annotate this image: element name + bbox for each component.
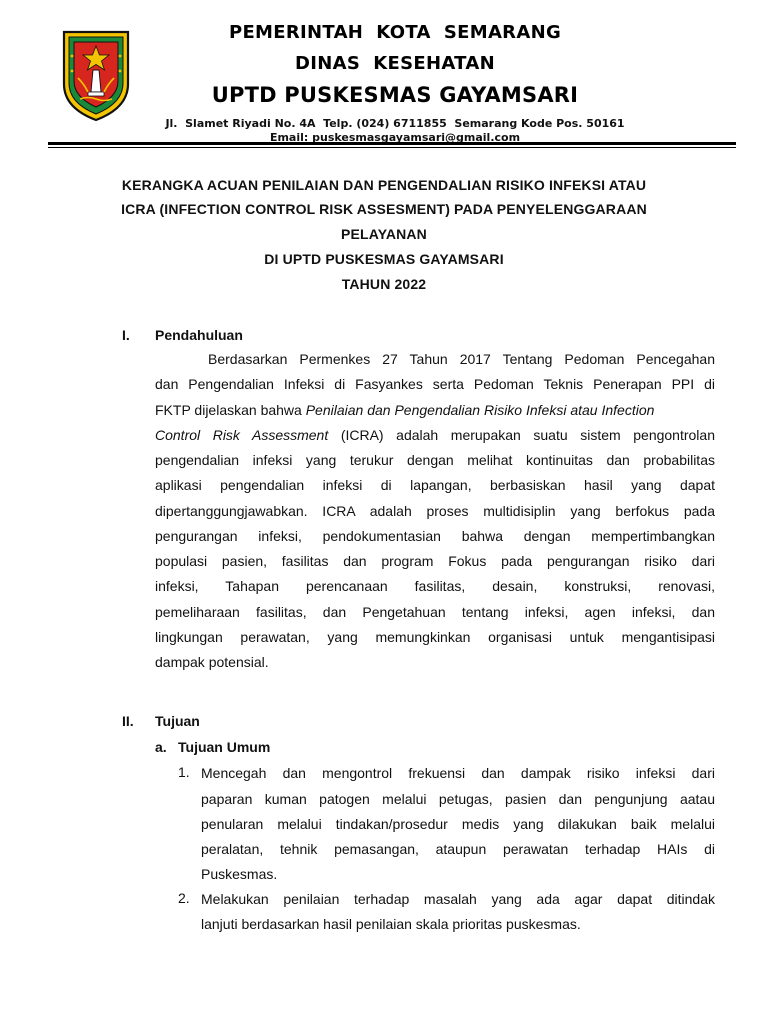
paragraph-line: dan Pengendalian Infeksi di Fasyankes serta Pedoman Teknis Penerapan PPI di: [155, 376, 715, 392]
list-item-line: paparan kuman patogen melalui petugas, pasien dan pengunjung aatau: [201, 791, 715, 807]
paragraph-line: dipertanggungjawabkan. ICRA adalah proses multidisiplin yang berfokus pada: [155, 503, 715, 519]
section-heading: Pendahuluan: [155, 327, 243, 343]
subsection-letter: a.: [155, 739, 167, 755]
paragraph-line: lingkungan perawatan, yang memungkinkan organisasi untuk mengantisipasi: [155, 629, 715, 645]
letterhead-government: PEMERINTAH KOTA SEMARANG: [228, 22, 562, 43]
letterhead-agency: DINAS KESEHATAN: [295, 53, 495, 74]
paragraph-line: aplikasi pengendalian infeksi di lapangan, berbasiskan hasil yang dapat: [155, 477, 715, 493]
list-item-line: penularan melalui tindakan/prosedur medis yang dilakukan baik melalui: [201, 816, 715, 832]
list-item-line: Puskesmas.: [201, 866, 278, 882]
section-number: I.: [122, 327, 130, 343]
list-item-line: lanjuti berdasarkan hasil penilaian skala prioritas puskesmas.: [201, 916, 581, 932]
paragraph-line: pengurangan infeksi, pendokumentasian bahwa dengan mempertimbangkan: [155, 528, 715, 544]
letterhead-divider-thick: [48, 142, 736, 145]
document-title-line-1: KERANGKA ACUAN PENILAIAN DAN PENGENDALIAN RISIKO INFEKSI ATAU: [121, 177, 647, 193]
paragraph-line: dampak potensial.: [155, 654, 269, 670]
document-title-line-2: ICRA (INFECTION CONTROL RISK ASSESMENT) PADA PENYELENGGARAAN: [121, 201, 647, 217]
letterhead-divider-thin: [48, 147, 736, 148]
list-item-line: Melakukan penilaian terhadap masalah yang ada agar dapat ditindak: [201, 891, 715, 907]
list-item-line: peralatan, tehnik pemasangan, ataupun perawatan terhadap HAIs di: [201, 841, 715, 857]
subsection-heading: Tujuan Umum: [178, 739, 271, 755]
document-title-line-4: DI UPTD PUSKESMAS GAYAMSARI: [264, 251, 504, 267]
document-title-year: TAHUN 2022: [341, 276, 427, 292]
city-emblem-logo: [60, 26, 132, 122]
paragraph-line: infeksi, Tahapan perencanaan fasilitas, desain, konstruksi, renovasi,: [155, 578, 715, 594]
document-title-line-3: PELAYANAN: [341, 226, 427, 242]
paragraph-line: Control Risk Assessment (ICRA) adalah merupakan suatu sistem pengontrolan: [155, 427, 715, 443]
paragraph-line: pengendalian infeksi yang terukur dengan melihat kontinuitas dan probabilitas: [155, 452, 715, 468]
letterhead-email: Email: puskesmasgayamsari@gmail.com: [269, 131, 521, 142]
list-item-number: 2.: [178, 890, 190, 906]
italic-term: Penilaian dan Pengendalian Risiko Infeksi atau Infection: [305, 402, 655, 418]
paragraph-line: pemeliharaan fasilitas, dan Pengetahuan tentang infeksi, agen infeksi, dan: [155, 604, 715, 620]
italic-term: Control Risk Assessment: [155, 427, 329, 443]
letterhead-institution: UPTD PUSKESMAS GAYAMSARI: [211, 83, 579, 107]
letterhead-address: Jl. Slamet Riyadi No. 4A Telp. (024) 6711855 Semarang Kode Pos. 50161: [165, 117, 625, 130]
paragraph-line: populasi pasien, fasilitas dan program Fokus pada pengurangan risiko dari: [155, 553, 715, 569]
paragraph-line: FKTP dijelaskan bahwa Penilaian dan Pengendalian Risiko Infeksi atau Infection: [155, 402, 655, 418]
section-number: II.: [122, 713, 134, 729]
list-item-line: Mencegah dan mengontrol frekuensi dan dampak risiko infeksi dari: [201, 765, 715, 781]
section-heading: Tujuan: [155, 713, 200, 729]
paragraph-line: Berdasarkan Permenkes 27 Tahun 2017 Tentang Pedoman Pencegahan: [208, 351, 715, 367]
list-item-number: 1.: [178, 764, 190, 780]
